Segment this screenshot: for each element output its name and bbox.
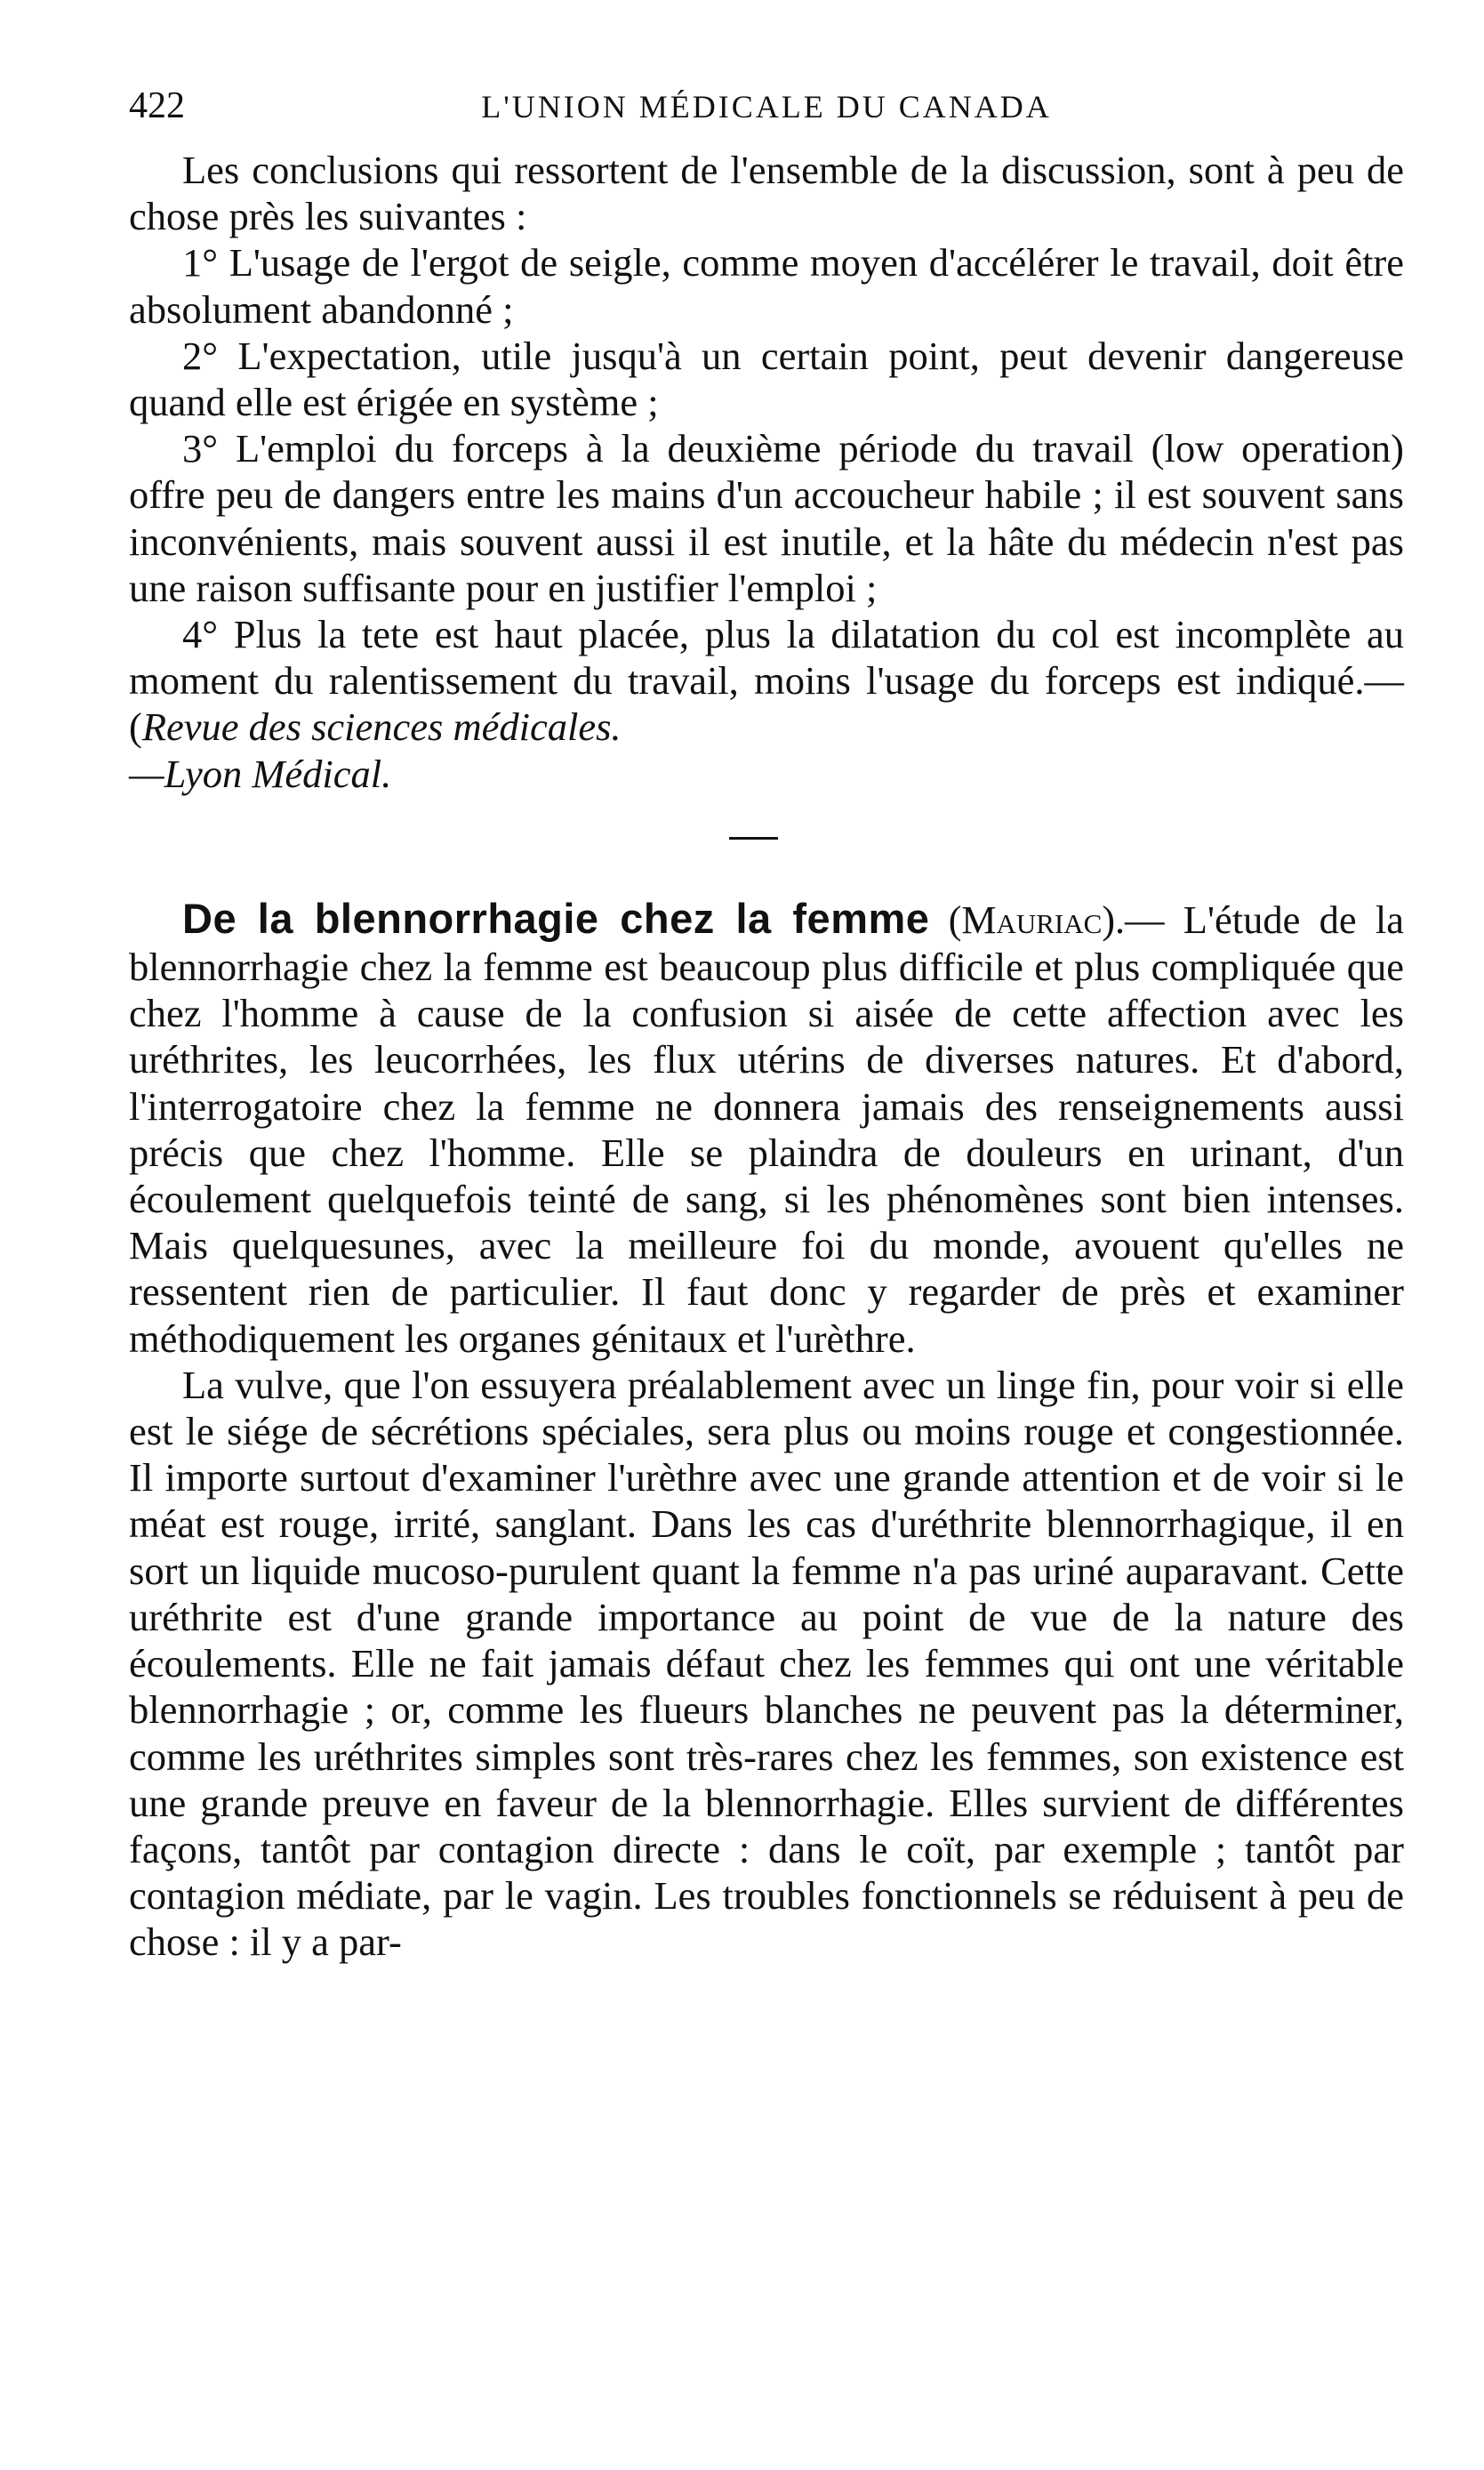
article-author: (Mauriac). bbox=[948, 897, 1125, 942]
conclusions-section bbox=[129, 147, 1404, 797]
article-paragraph-2: La vulve, que l'on essuyera préalablement avec un linge fin, pour voir si elle est le siége de sécrétions spéciales, sera plus ou moins rouge et congestionnée. Il importe surtout d'examiner l'urèthre avec une grande attention et de voir si le méat est rouge, irrité, sanglant. Dans les cas d'uréthrite blennorrhagique, il en sort un liquide mucoso-purulent quant la femme n'a pas uriné auparavant. Cette uréthrite est d'une grande importance au point de vue de la nature des écoulements. Elle ne fait jamais défaut chez les femmes qui ont une véritable blennorrhagie ; or, comme les flueurs blanches ne peuvent pas la déterminer, comme les uréthrites simples sont très-rares chez les femmes, son existence est une grande preuve en faveur de la blennorrhagie. Elles survient de différentes façons, tantôt par contagion directe : dans le coït, par exemple ; tantôt par contagion médiate, par le vagin. Les troubles fonctionnels se réduisent à peu de chose : il y a par- bbox=[129, 1362, 1404, 1965]
title-dash: — bbox=[1124, 897, 1165, 942]
conclusion-item-3: 3° L'emploi du forceps à la deuxième période du travail (low operation) offre peu de dangers entre les mains d'un accoucheur habile ; il est souvent sans inconvénients, mais souvent aussi il est inutile, et la hâte du médecin n'est pas une raison suffisante pour en justifier l'emploi ; bbox=[129, 426, 1404, 610]
article-section bbox=[129, 896, 1404, 1966]
source-citation-1: Revue des sciences médicales. bbox=[141, 704, 622, 750]
conclusion-item-2: 2° L'expectation, utile jusqu'à un certain point, peut devenir dangereuse quand elle est érigée en système ; bbox=[129, 333, 1404, 425]
conclusions-intro: Les conclusions qui ressortent de l'ensemble de la discussion, sont à peu de chose près les suivantes : bbox=[129, 148, 1404, 239]
source-citation-2-line bbox=[129, 751, 1404, 797]
conclusion-item-4-text: 4° Plus la tete est haut placée, plus la dilatation du col est incomplète au moment du ralentissement du travail, moins l'usage du forceps est indiqué.—( bbox=[129, 612, 1404, 750]
page-header bbox=[129, 84, 1404, 147]
article-title: De la blennorrhagie chez la femme bbox=[182, 894, 930, 942]
conclusion-item-1: 1° L'usage de l'ergot de seigle, comme moyen d'accélérer le travail, doit être absolument abandonné ; bbox=[129, 240, 1404, 332]
section-divider bbox=[729, 837, 778, 840]
article-paragraph-1 bbox=[129, 896, 1404, 1362]
conclusion-item-4 bbox=[129, 611, 1404, 751]
article-paragraph-1-text: L'étude de la blennorrhagie chez la femme est beaucoup plus difficile et plus compliquée que chez l'homme à cause de la confusion si aisée de cette affection avec les uréthrites, les leucorrhées, les flux utérins de diverses natures. Et d'abord, l'interrogatoire chez la femme ne donnera jamais des renseignements aussi précis que chez l'homme. Elle se plaindra de douleurs en urinant, d'un écoulement quelquefois teinté de sang, si les phénomènes sont bien intenses. Mais quelquesunes, avec la meilleure foi du monde, avouent qu'elles ne ressentent rien de particulier. Il faut donc y regarder de près et examiner méthodiquement les organes génitaux et l'urèthre. bbox=[129, 897, 1405, 1361]
page-number: 422 bbox=[129, 85, 185, 126]
source-citation-2: —Lyon Médical. bbox=[129, 751, 392, 796]
running-title: L'UNION MÉDICALE DU CANADA bbox=[481, 89, 1052, 125]
